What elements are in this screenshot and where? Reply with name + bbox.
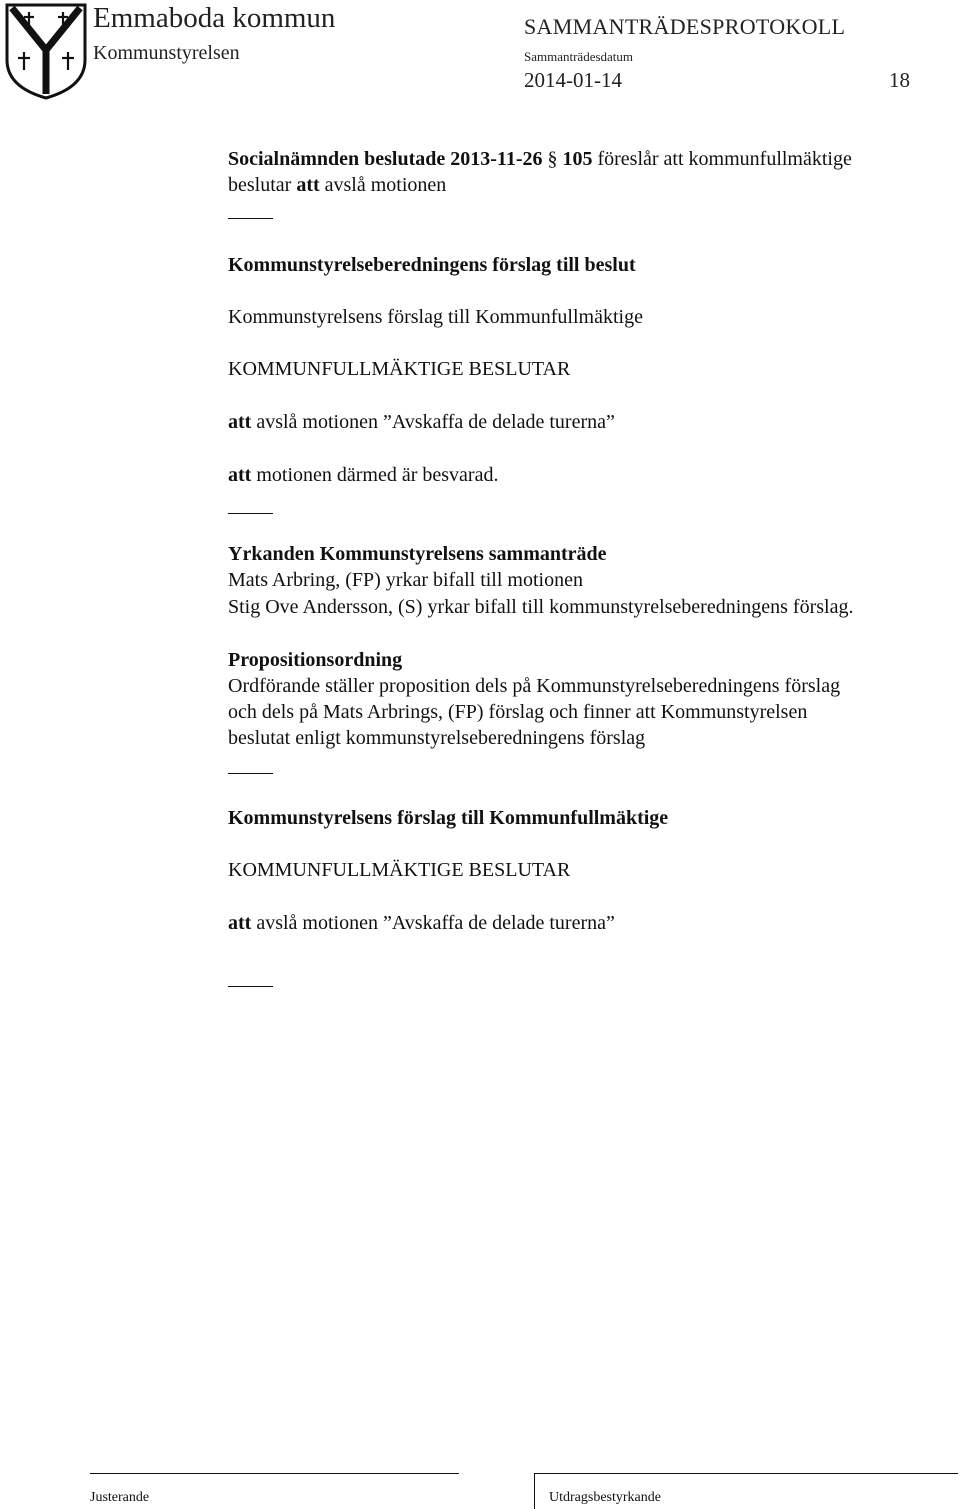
section-separator [228, 986, 273, 987]
clause-text: motionen därmed är besvarad. [251, 464, 499, 486]
footer-signature-line-right [534, 1473, 958, 1474]
decision-clause-2 [228, 462, 498, 488]
proposition-text-line: och dels på Mats Arbrings, (FP) förslag och finner att Kommunstyrelsen [228, 701, 808, 723]
footer-divider [534, 1473, 535, 1509]
decision-clause-3 [228, 910, 615, 936]
proposition-order-heading: Propositionsordning [228, 649, 403, 671]
footer-signature-line-left [90, 1473, 459, 1474]
meeting-date-label: Sammanträdesdatum [524, 49, 634, 64]
footer-label-justerande: Justerande [90, 1490, 150, 1505]
att-keyword: att [228, 912, 252, 934]
social-committee-decision-line-1 [228, 146, 852, 172]
proposition-text-line: beslutat enligt kommunstyrelseberedningens förslag [228, 727, 646, 749]
att-keyword: att [228, 464, 252, 486]
motion-item: Stig Ove Andersson, (S) yrkar bifall till kommunstyrelseberedningens förslag. [228, 596, 854, 618]
organization-unit: Kommunstyrelsen [93, 42, 240, 64]
council-decides-line: KOMMUNFULLMÄKTIGE BESLUTAR [228, 859, 571, 881]
decision-reference: Socialnämnden beslutade 2013-11-26 [228, 148, 543, 170]
section-separator [228, 513, 273, 514]
decision-text-end: avslå motionen [319, 174, 447, 196]
section-sign-icon: § [547, 148, 558, 170]
motions-heading: Yrkanden Kommunstyrelsens sammanträde [228, 543, 607, 565]
page-number: 18 [889, 68, 910, 92]
motion-item: Mats Arbring, (FP) yrkar bifall till motionen [228, 569, 583, 591]
decision-text: föreslår att kommunfullmäktige [592, 148, 852, 170]
social-committee-decision-line-2 [228, 172, 446, 198]
board-proposal-line: Kommunstyrelsens förslag till Kommunfullmäktige [228, 306, 643, 328]
section-separator [228, 773, 273, 774]
section-separator [228, 218, 273, 219]
municipal-coat-of-arms-logo [4, 2, 88, 100]
document-type: SAMMANTRÄDESPROTOKOLL [524, 14, 846, 39]
proposition-text-line: Ordförande ställer proposition dels på Kommunstyrelseberedningens förslag [228, 675, 841, 697]
meeting-date: 2014-01-14 [524, 68, 622, 92]
council-decides-line: KOMMUNFULLMÄKTIGE BESLUTAR [228, 358, 571, 380]
footer-label-utdragsbestyrkande: Utdragsbestyrkande [549, 1490, 661, 1505]
clause-text: avslå motionen ”Avskaffa de delade turerna” [251, 912, 615, 934]
att-keyword: att [228, 411, 252, 433]
decision-text-cont: beslutar [228, 174, 297, 196]
decision-clause-1 [228, 409, 615, 435]
preparation-proposal-heading: Kommunstyrelseberedningens förslag till beslut [228, 254, 636, 276]
organization-name: Emmaboda kommun [93, 2, 336, 34]
section-number: 105 [562, 148, 593, 170]
att-keyword: att [296, 174, 320, 196]
board-proposal-heading: Kommunstyrelsens förslag till Kommunfullmäktige [228, 807, 669, 829]
clause-text: avslå motionen ”Avskaffa de delade turerna” [251, 411, 615, 433]
